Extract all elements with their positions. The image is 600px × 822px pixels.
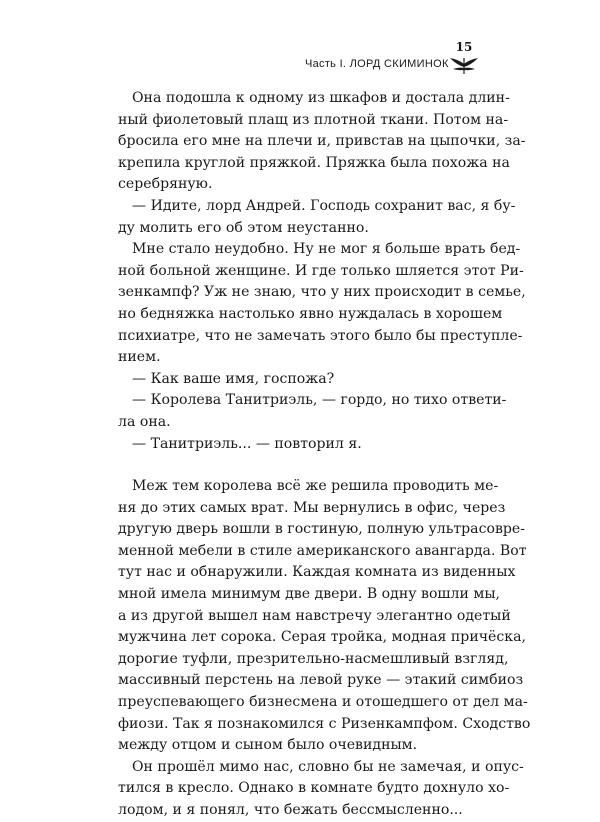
- text-line: Он прошёл мимо нас, словно бы не замечая, и опус-: [132, 758, 524, 775]
- paragraph: [118, 369, 482, 391]
- text-line: но бедняжка настолько явно нуждалась в хорошем: [118, 305, 503, 322]
- text-line: Мне стало неудобно. Ну не мог я больше врать бед-: [132, 241, 521, 258]
- text-line: а из другой вышел нам навстречу элегантно одетый: [118, 607, 511, 624]
- text-line: ной больной женщине. И где только шляется этот Ри-: [118, 262, 524, 279]
- text-line: крепила круглой пряжкой. Пряжка была похожа на: [118, 154, 510, 171]
- paragraph: [118, 434, 482, 456]
- page-number: 15: [455, 40, 473, 54]
- paragraph: [118, 239, 526, 369]
- text-line: менной мебели в стиле американского авангарда. Вот: [118, 542, 527, 559]
- paragraph: [118, 476, 531, 757]
- text-line: другую дверь вошли в гостиную, полную ультрасовре-: [118, 521, 526, 538]
- text-line: тился в кресло. Однако в комнате будто дохнуло хо-: [118, 780, 510, 797]
- text-line: нием.: [118, 349, 161, 366]
- text-line: преуспевающего бизнесмена и отошедшего от дел ма-: [118, 694, 528, 711]
- body-text: [118, 88, 531, 822]
- text-line: ня до этих самых врат. Мы вернулись в офис, через: [118, 499, 506, 516]
- paragraph: [118, 88, 526, 196]
- text-line: мной имела минимум две двери. В одну вошли мы,: [118, 586, 501, 603]
- paragraph: [118, 390, 507, 433]
- text-line: психиатре, что не замечать этого было бы преступле-: [118, 327, 523, 344]
- text-line: — Идите, лорд Андрей. Господь сохранит вас, я бу-: [132, 197, 516, 214]
- text-line: — Как ваше имя, госпожа?: [132, 370, 335, 387]
- paragraph: [118, 757, 524, 822]
- text-line: массивный перстень на левой руке — этакий симбиоз: [118, 672, 524, 689]
- text-line: между отцом и сыном было очевидным.: [118, 737, 418, 754]
- text-line: лодом, и я понял, что бежать бессмысленно...: [118, 802, 463, 818]
- paragraph: [118, 196, 516, 239]
- text-line: зенкампф? Уж не знаю, что у них происходит в семье,: [118, 284, 526, 301]
- text-line: серебряную.: [118, 176, 213, 193]
- text-line: бросила его мне на плечи и, привстав на цыпочки, за-: [118, 133, 526, 150]
- text-line: ла она.: [118, 413, 171, 430]
- text-line: тут нас и обнаружили. Каждая комната из виденных: [118, 564, 516, 581]
- section-break: [118, 455, 482, 476]
- text-line: ный фиолетовый плащ из плотной ткани. Потом на-: [118, 111, 509, 128]
- text-line: Она подошла к одному из шкафов и достала длин-: [132, 90, 510, 106]
- text-line: дорогие туфли, презрительно-насмешливый взгляд,: [118, 650, 509, 667]
- text-line: Меж тем королева всё же решила проводить ме-: [132, 478, 499, 495]
- text-line: ду молить его об этом неустанно.: [118, 219, 369, 236]
- text-line: — Танитриэль... — повторил я.: [132, 435, 362, 452]
- text-line: — Королева Танитриэль, — гордо, но тихо ответи-: [132, 392, 507, 409]
- text-line: мужчина лет сорока. Серая тройка, модная причёска,: [118, 629, 526, 646]
- text-line: фиози. Так я познакомился с Ризенкампфом. Сходство: [118, 715, 531, 732]
- running-title: Часть I. ЛОРД СКИМИНОК: [305, 58, 449, 70]
- winged-ornament-icon: [449, 54, 479, 76]
